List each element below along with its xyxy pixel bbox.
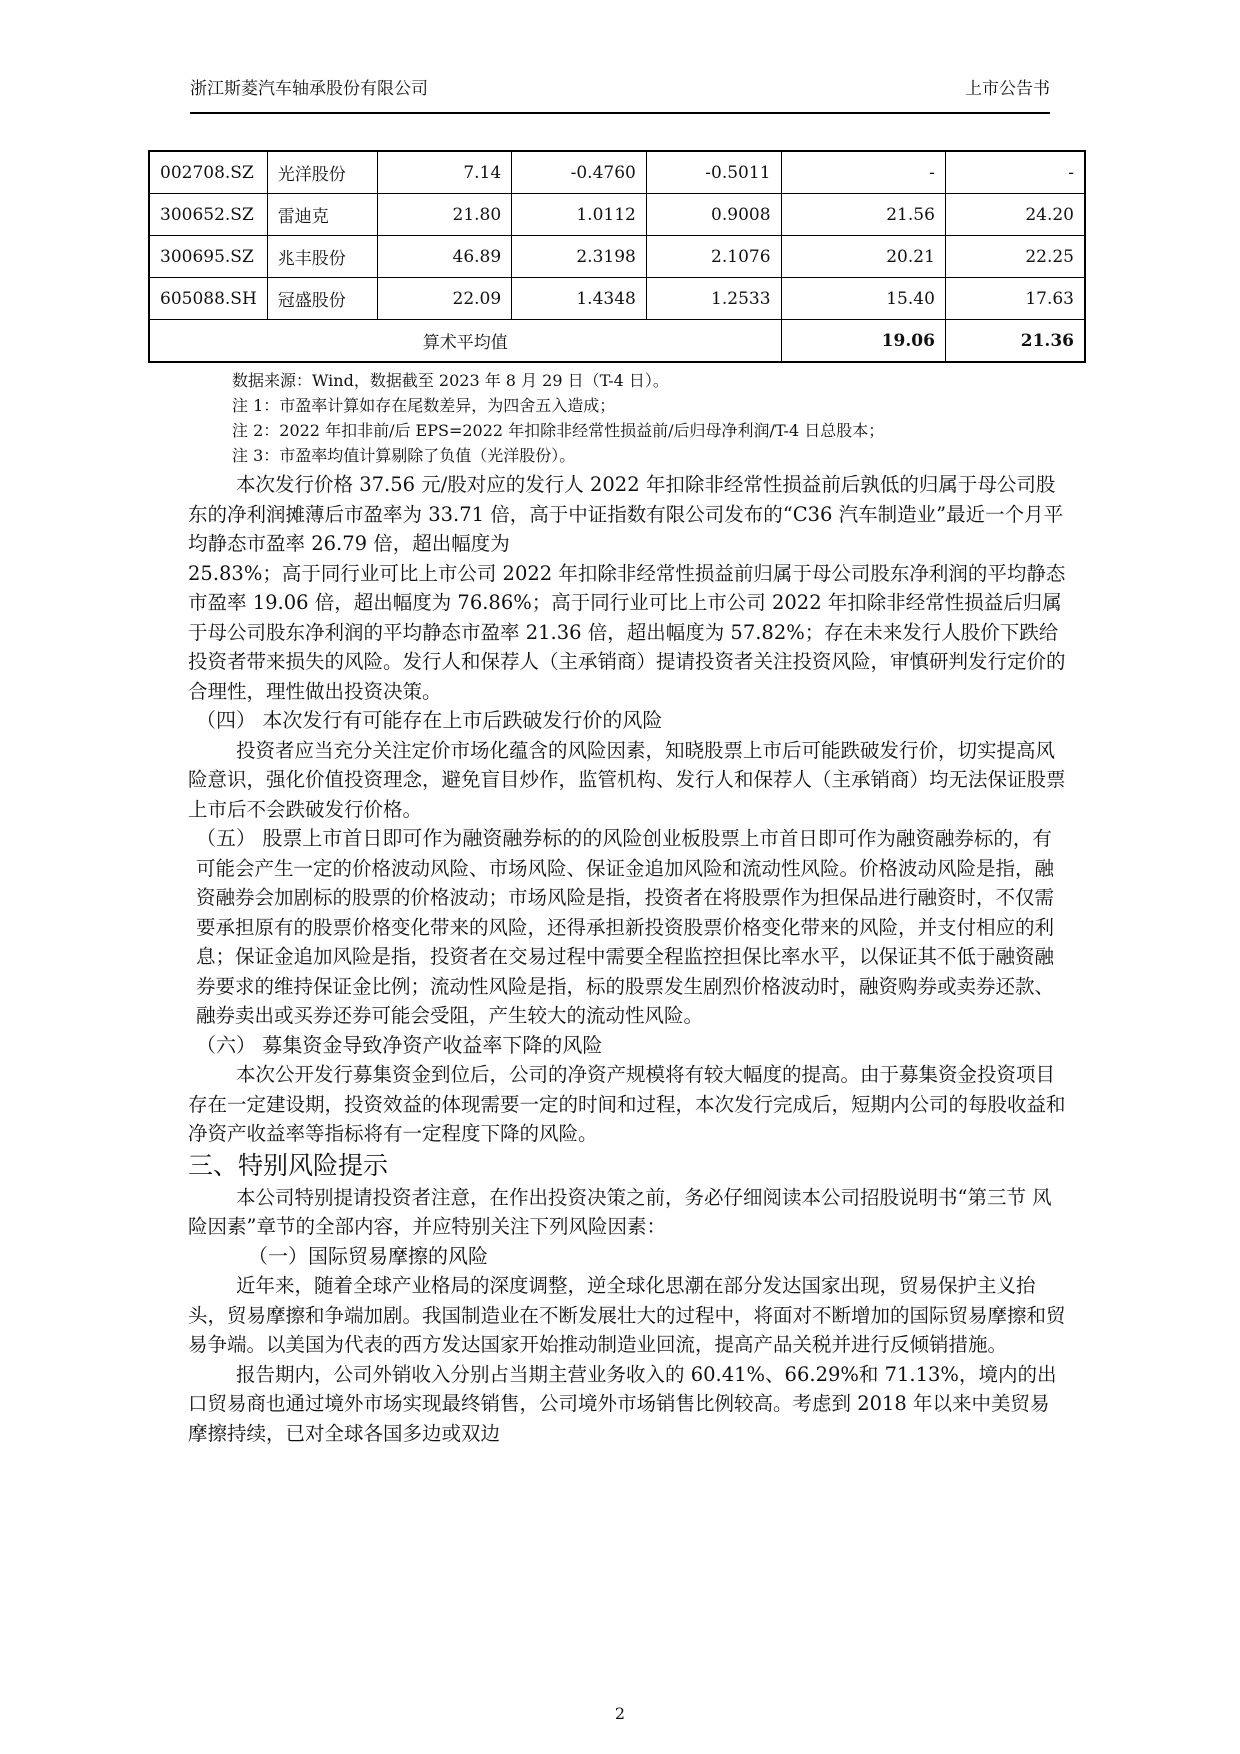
pe-after: 24.20 (945, 194, 1085, 236)
document-body (188, 470, 1068, 1448)
section-4-text: 投资者应当充分关注定价市场化蕴含的风险因素，知晓股票上市后可能跌破发行价，切实提高风险意识，强化价值投资理念，避免盲目炒作，监管机构、发行人和保荐人（主承销商）均无法保证股票上市后不会跌破发行价格。 (188, 738, 1066, 821)
subsection-1-heading: （一）国际贸易摩擦的风险 (248, 1243, 488, 1268)
eps-before: 2.3198 (512, 236, 647, 278)
pe-after: 17.63 (945, 278, 1085, 320)
eps-after: 1.2533 (646, 278, 781, 320)
table-row (149, 194, 1085, 236)
stock-name: 光洋股份 (267, 151, 377, 194)
table-row (149, 278, 1085, 320)
table-row (149, 236, 1085, 278)
eps-after: 0.9008 (646, 194, 781, 236)
average-label: 算术平均值 (149, 320, 781, 363)
average-pe-after: 21.36 (945, 320, 1085, 363)
stock-code: 002708.SZ (149, 151, 267, 194)
eps-after: 2.1076 (646, 236, 781, 278)
stock-price: 7.14 (377, 151, 512, 194)
section-6-heading: （六） 募集资金导致净资产收益率下降的风险 (196, 1032, 603, 1057)
subsection-1-paragraph-2: 报告期内，公司外销收入分别占当期主营业务收入的 60.41%、66.29%和 71.13%，境内的出口贸易商也通过境外市场实现最终销售，公司境外市场销售比例较高。考虑到 2018 年以来中美贸易摩擦持续，已对全球各国多边或双边 (188, 1362, 1057, 1445)
page-number: 2 (614, 1704, 626, 1723)
section-4-heading: （四） 本次发行有可能存在上市后跌破发行价的风险 (196, 708, 663, 732)
eps-before: -0.4760 (512, 151, 647, 194)
eps-before: 1.4348 (512, 278, 647, 320)
stock-name: 兆丰股份 (267, 236, 377, 278)
subsection-1-paragraph-1: 近年来，随着全球产业格局的深度调整，逆全球化思潮在部分发达国家出现，贸易保护主义抬头，贸易摩擦和争端加剧。我国制造业在不断发展壮大的过程中，将面对不断增加的国际贸易摩擦和贸易争端。以美国为代表的西方发达国家开始推动制造业回流，提高产品关税并进行反倾销措施。 (188, 1274, 1066, 1356)
stock-name: 雷迪克 (267, 194, 377, 236)
stock-price: 22.09 (377, 278, 512, 320)
average-pe-before: 19.06 (781, 320, 945, 363)
pe-comparison-table (148, 150, 1086, 363)
table-row (149, 151, 1085, 194)
part-3-intro: 本公司特别提请投资者注意，在作出投资决策之前，务必仔细阅读本公司招股说明书“第三节 风险因素”章节的全部内容，并应特别关注下列风险因素： (188, 1185, 1052, 1238)
section-5-heading: （五） 股票上市首日即可作为融资融券标的的风险 (196, 826, 643, 850)
pe-after: 22.25 (945, 236, 1085, 278)
stock-code: 300695.SZ (149, 236, 267, 278)
table-average-row (149, 320, 1085, 363)
data-source-note: 数据来源：Wind，数据截至 2023 年 8 月 29 日（T-4 日）。 (232, 371, 669, 390)
section-6-text: 本次公开发行募集资金到位后，公司的净资产规模将有较大幅度的提高。由于募集资金投资项目存在一定建设期，投资效益的体现需要一定的时间和过程，本次发行完成后，短期内公司的每股收益和净资产收益率等指标将有一定程度下降的风险。 (188, 1063, 1066, 1145)
eps-before: 1.0112 (512, 194, 647, 236)
pe-before: 20.21 (781, 236, 945, 278)
part-3-heading: 三、特别风险提示 (188, 1150, 389, 1180)
note-3: 注 3：市盈率均值计算剔除了负值（光洋股份）。 (232, 446, 576, 465)
pe-before: - (781, 151, 945, 194)
pe-before: 15.40 (781, 278, 945, 320)
pricing-paragraph-cont: 25.83%；高于同行业可比上市公司 2022 年扣除非经常性损益前归属于母公司股东净利润的平均静态市盈率 19.06 倍，超出幅度为 76.86%；高于同行业可比上市公司 2022 年扣除非经常性损益后归属于母公司股东净利润的平均静态市盈率 21.36 倍，超出幅度为 57.82%；存在未来发行人股价下跌给投资者带来损失的风险。发行人和保荐人（主承销商）提请投资者关注投资风险，审慎研判发行定价的合理性，理性做出投资决策。 (188, 561, 1066, 703)
stock-code: 300652.SZ (149, 194, 267, 236)
note-2: 注 2：2022 年扣非前/后 EPS=2022 年扣除非经常性损益前/后归母净利润/T-4 日总股本； (232, 421, 885, 440)
note-1: 注 1：市盈率计算如存在尾数差异，为四舍五入造成； (232, 396, 616, 415)
stock-name: 冠盛股份 (267, 278, 377, 320)
pe-after: - (945, 151, 1085, 194)
header-doc-type: 上市公告书 (965, 79, 1050, 99)
stock-price: 46.89 (377, 236, 512, 278)
stock-price: 21.80 (377, 194, 512, 236)
pe-before: 21.56 (781, 194, 945, 236)
header-company: 浙江斯菱汽车轴承股份有限公司 (190, 79, 428, 99)
section-5-text: 创业板股票上市首日即可作为融资融券标的，有可能会产生一定的价格波动风险、市场风险、保证金追加风险和流动性风险。价格波动风险是指，融资融券会加剧标的股票的价格波动；市场风险是指，投资者在将股票作为担保品进行融资时，不仅需要承担原有的股票价格变化带来的风险，还得承担新投资股票价格变化带来的风险，并支付相应的利息；保证金追加风险是指，投资者在交易过程中需要全程监控担保比率水平，以保证其不低于融资融券要求的维持保证金比例；流动性风险是指，标的股票发生剧烈价格波动时，融资购券或卖券还款、融券卖出或买券还券可能会受阻，产生较大的流动性风险。 (196, 827, 1055, 1027)
stock-code: 605088.SH (149, 278, 267, 320)
eps-after: -0.5011 (646, 151, 781, 194)
table-notes (232, 368, 884, 468)
page-header (190, 72, 1050, 114)
section-5-paragraph (188, 824, 1068, 1031)
pricing-paragraph: 本次发行价格 37.56 元/股对应的发行人 2022 年扣除非经常性损益前后孰低的归属于母公司股东的净利润摊薄后市盈率为 33.71 倍，高于中证指数有限公司发布的“C36 汽车制造业”最近一个月平均静态市盈率 26.79 倍，超出幅度为 (188, 473, 1064, 555)
